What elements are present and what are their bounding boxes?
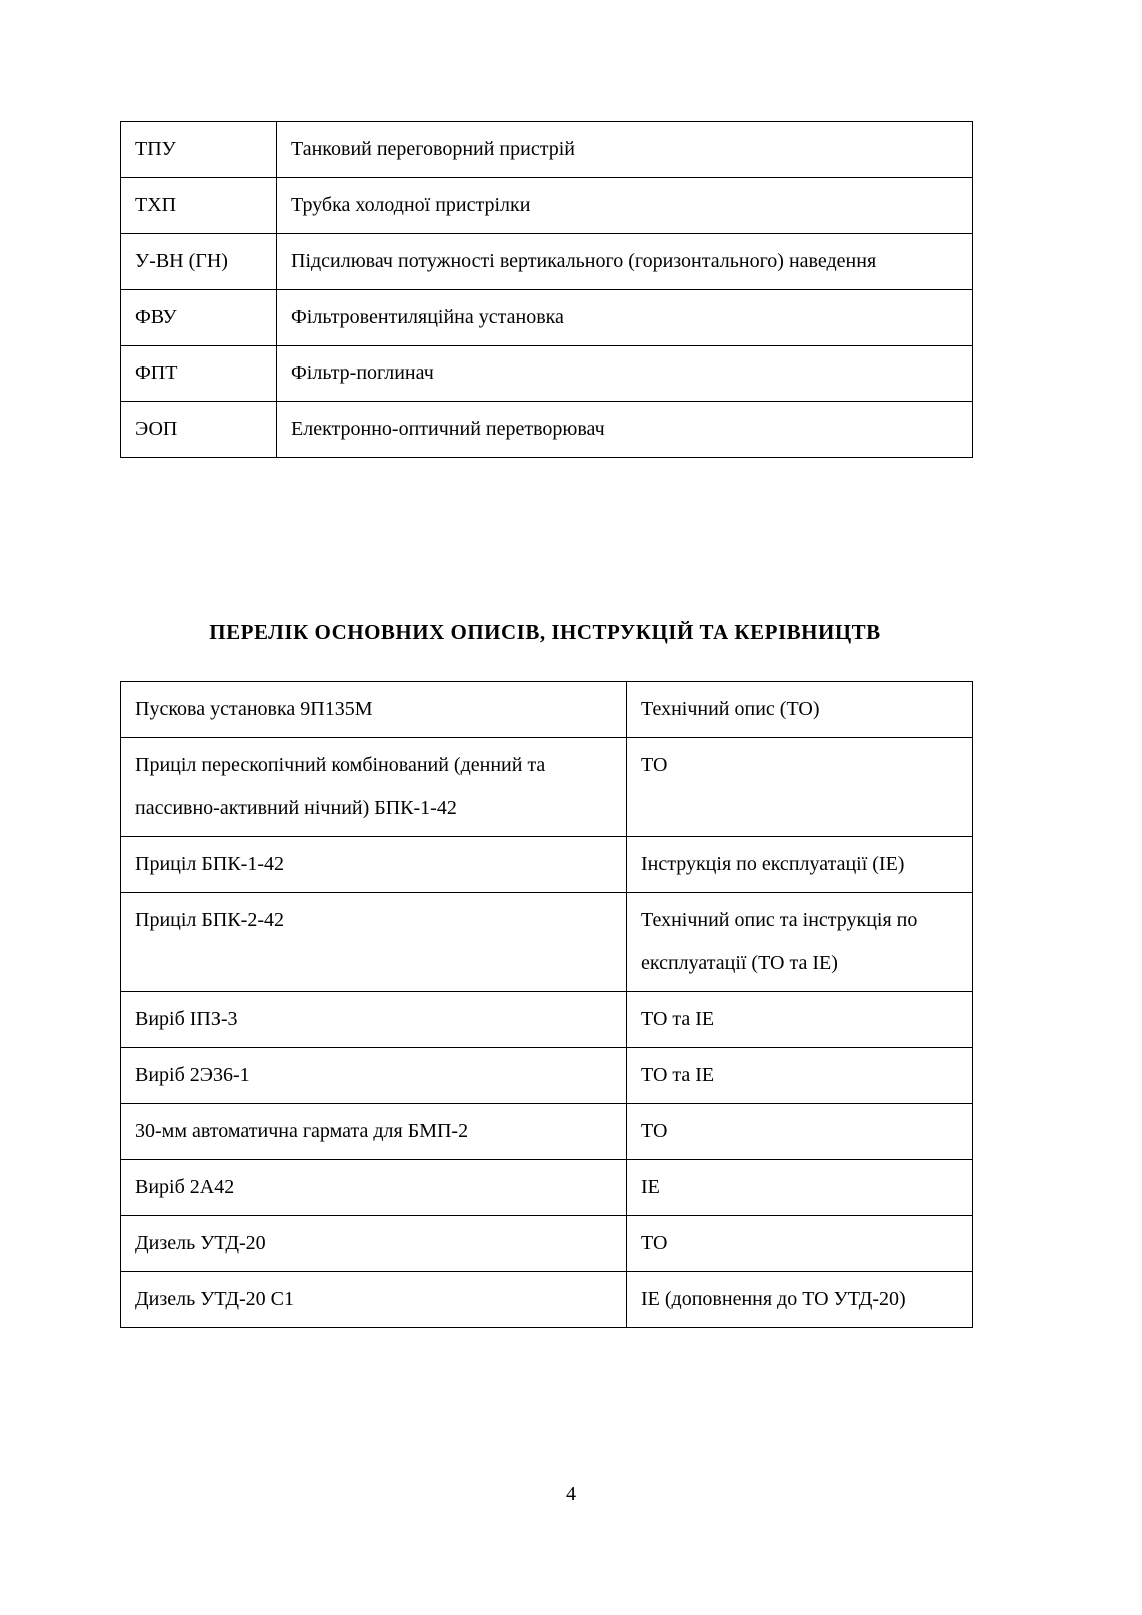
definition-cell: Трубка холодної пристрілки <box>277 178 973 234</box>
abbreviation-cell: ЭОП <box>121 402 277 458</box>
doc-type-cell: ІЕ (доповнення до ТО УТД-20) <box>627 1272 973 1328</box>
definition-cell: Танковий переговорний пристрій <box>277 122 973 178</box>
item-name-cell: Виріб ІПЗ-3 <box>121 992 627 1048</box>
table-row <box>121 234 973 290</box>
doc-type-cell: ТО та ІЕ <box>627 992 973 1048</box>
definition-cell: Фільтровентиляційна установка <box>277 290 973 346</box>
table-row <box>121 738 973 837</box>
table-row <box>121 290 973 346</box>
doc-type-cell: Технічний опис (ТО) <box>627 682 973 738</box>
doc-type-cell: ТО <box>627 1104 973 1160</box>
item-name-cell: Приціл перескопічний комбінований (денний та пассивно-активний нічний) БПК-1-42 <box>121 738 627 837</box>
doc-type-cell: ТО <box>627 1216 973 1272</box>
table-row <box>121 122 973 178</box>
abbreviation-cell: У-ВН (ГН) <box>121 234 277 290</box>
table-row <box>121 893 973 992</box>
item-name-cell: Виріб 2А42 <box>121 1160 627 1216</box>
item-name-cell: Пускова установка 9П135М <box>121 682 627 738</box>
table-row <box>121 1272 973 1328</box>
table-row <box>121 837 973 893</box>
documents-table-body <box>121 682 973 1328</box>
table-row <box>121 1048 973 1104</box>
page-number: 4 <box>566 1483 576 1505</box>
abbreviation-cell: ФПТ <box>121 346 277 402</box>
doc-type-cell: Технічний опис та інструкція по експлуатації (ТО та ІЕ) <box>627 893 973 992</box>
abbreviation-cell: ФВУ <box>121 290 277 346</box>
item-name-cell: Дизель УТД-20 <box>121 1216 627 1272</box>
item-name-cell: 30-мм автоматична гармата для БМП-2 <box>121 1104 627 1160</box>
item-name-cell: Дизель УТД-20 С1 <box>121 1272 627 1328</box>
abbreviations-table <box>120 121 973 458</box>
item-name-cell: Приціл БПК-2-42 <box>121 893 627 992</box>
definition-cell: Фільтр-поглинач <box>277 346 973 402</box>
table-row <box>121 992 973 1048</box>
definition-cell: Підсилювач потужності вертикального (горизонтального) наведення <box>277 234 973 290</box>
table-row <box>121 1216 973 1272</box>
abbreviation-cell: ТПУ <box>121 122 277 178</box>
table-row <box>121 402 973 458</box>
item-name-cell: Виріб 2Э36-1 <box>121 1048 627 1104</box>
documents-table <box>120 681 973 1328</box>
doc-type-cell: Інструкція по експлуатації (ІЕ) <box>627 837 973 893</box>
abbreviation-cell: ТХП <box>121 178 277 234</box>
abbreviations-table-body <box>121 122 973 458</box>
table-row <box>121 178 973 234</box>
table-row <box>121 1104 973 1160</box>
table-row <box>121 682 973 738</box>
doc-type-cell: ТО та ІЕ <box>627 1048 973 1104</box>
doc-type-cell: ІЕ <box>627 1160 973 1216</box>
table-row <box>121 1160 973 1216</box>
section-heading: ПЕРЕЛІК ОСНОВНИХ ОПИСІВ, ІНСТРУКЦІЙ ТА КЕРІВНИЦТВ <box>209 620 881 644</box>
table-row <box>121 346 973 402</box>
definition-cell: Електронно-оптичний перетворювач <box>277 402 973 458</box>
item-name-cell: Приціл БПК-1-42 <box>121 837 627 893</box>
doc-type-cell: ТО <box>627 738 973 837</box>
